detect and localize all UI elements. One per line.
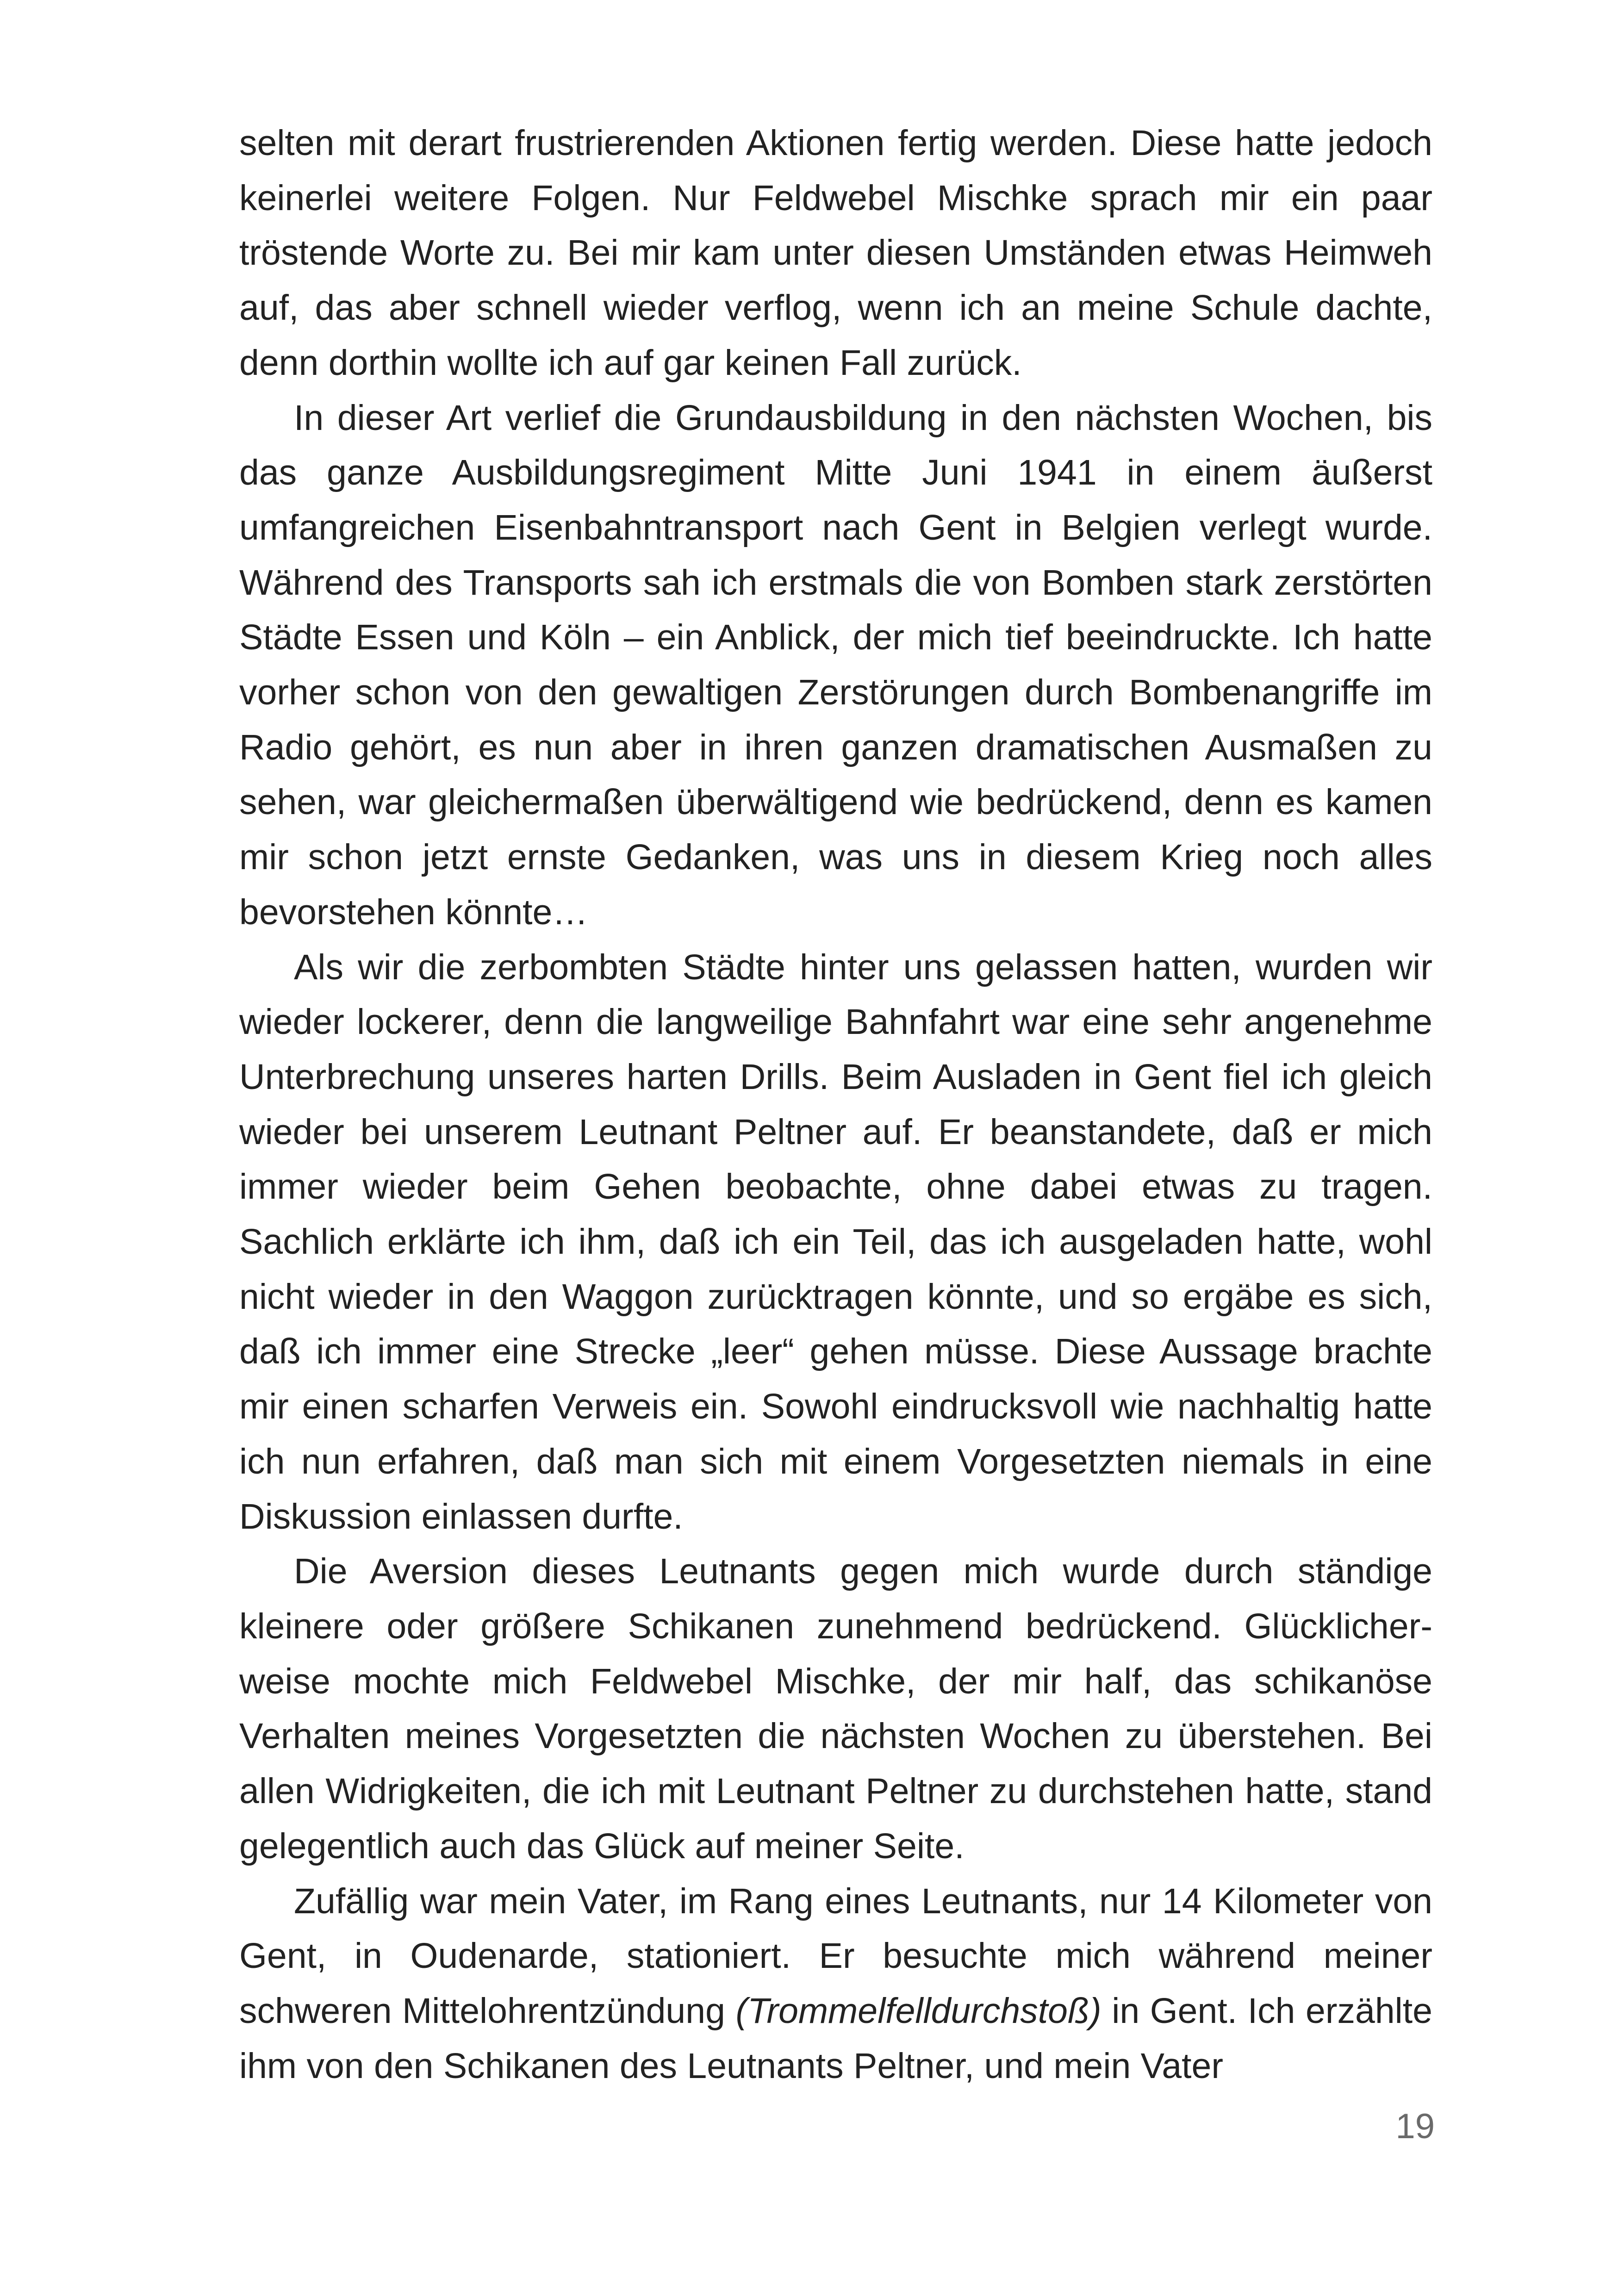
paragraph-5-italic-term: (Trommelfelldurchstoß) bbox=[735, 1991, 1101, 2031]
paragraph-1: selten mit derart frustrierenden Aktionen fertig werden. Diese hatte jedoch keinerlei weitere Folgen. Nur Feldwebel Mischke sprach mir ein paar tröstende Worte zu. Bei mir kam unter diesen Umständen etwas Heimweh auf, das aber schnell wieder verflog, wenn ich an meine Schule dachte, denn dorthin wollte ich auf gar keinen Fall zurück. bbox=[239, 123, 1432, 383]
paragraph-4: Die Aversion dieses Leutnants gegen mich wurde durch ständige kleinere oder größere Schikanen zunehmend bedrückend. Glücklicherweise mochte mich Feldwebel Mischke, der mir half, das schikanöse Verhalten meines Vorgesetzten die nächsten Wochen zu überstehen. Bei allen Widrigkeiten, die ich mit Leutnant Peltner zu durchstehen hatte, stand gelegentlich auch das Glück auf meiner Seite. bbox=[239, 1551, 1432, 1866]
paragraph-3: Als wir die zerbombten Städte hinter uns gelassen hatten, wurden wir wieder lockerer, denn die langweilige Bahnfahrt war eine sehr angenehme Unterbrechung unseres harten Drills. Beim Ausladen in Gent fiel ich gleich wieder bei unserem Leutnant Peltner auf. Er beanstandete, daß er mich immer wieder beim Gehen beobachte, ohne dabei etwas zu tragen. Sachlich erklärte ich ihm, daß ich ein Teil, das ich ausgeladen hatte, wohl nicht wieder in den Waggon zurücktragen könnte, und so ergäbe es sich, daß ich immer eine Strecke „leer“ gehen müsse. Diese Aussage brachte mir einen scharfen Verweis ein. Sowohl eindrucksvoll wie nachhaltig hatte ich nun erfahren, daß man sich mit einem Vorgesetzten niemals in eine Diskussion einlassen durfte. bbox=[239, 947, 1432, 1537]
paragraph-5 bbox=[239, 1874, 1432, 2094]
body-text bbox=[239, 116, 1432, 2093]
paragraph-5-text-end: in Gent. Ich erzählte ihm von den Schikanen des Leutnants Peltner, und mein Vater bbox=[239, 1991, 1432, 2086]
paragraph-2: In dieser Art verlief die Grundausbildung in den nächsten Wochen, bis das ganze Ausbildungsregiment Mitte Juni 1941 in einem äußerst umfangreichen Eisenbahntransport nach Gent in Belgien verlegt wurde. Während des Transports sah ich erstmals die von Bomben stark zerstörten Städte Essen und Köln – ein Anblick, der mich tief beeindruckte. Ich hatte vorher schon von den gewaltigen Zerstörungen durch Bombenangriffe im Radio gehört, es nun aber in ihren ganzen dramatischen Ausmaßen zu sehen, war gleichermaßen überwältigend wie bedrückend, denn es kamen mir schon jetzt ernste Gedanken, was uns in diesem Krieg noch alles bevorstehen könnte… bbox=[239, 398, 1432, 932]
paragraph-5-text: Zufällig war mein Vater, im Rang eines Leutnants, nur 14 Kilometer von Gent, in Oudenarde, stationiert. Er besuchte mich während meiner schweren Mittelohrentzündung bbox=[239, 1881, 1432, 2031]
page-number: 19 bbox=[1395, 2107, 1435, 2146]
